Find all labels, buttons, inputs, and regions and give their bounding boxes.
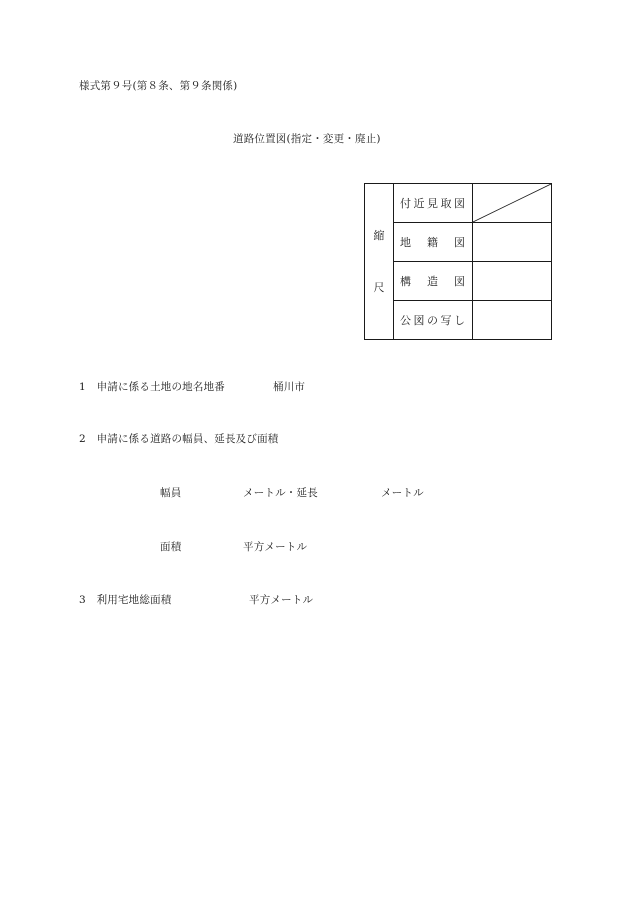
area-unit: 平方メートル: [243, 541, 308, 553]
scale-header-bottom: 尺: [373, 280, 385, 294]
scale-table: [364, 183, 552, 340]
document-title: 道路位置図(指定・変更・廃止): [233, 133, 381, 145]
row-label-public-map-copy: 公図の写し: [394, 301, 473, 340]
scale-header-gap: [365, 243, 393, 281]
width-unit-length-label: メートル・延長: [243, 487, 318, 499]
area-label: 面積: [160, 541, 182, 553]
section1-city: 桶川市: [273, 381, 306, 393]
scale-row: [365, 184, 552, 223]
form-number: 様式第９号(第８条、第９条関係): [79, 80, 238, 92]
row-value-cadastral-map[interactable]: [473, 223, 552, 262]
scale-row: [365, 223, 552, 262]
scale-row: [365, 301, 552, 340]
scale-header-top: 縮: [373, 228, 385, 242]
scale-header: [365, 184, 394, 340]
width-label: 幅員: [160, 487, 182, 499]
row-label-cadastral-map: 地籍図: [394, 223, 473, 262]
row-value-structure-map[interactable]: [473, 262, 552, 301]
row-value-public-map-copy[interactable]: [473, 301, 552, 340]
section3-heading: 3 利用宅地総面積: [79, 594, 172, 606]
scale-row: [365, 262, 552, 301]
row-label-vicinity-map: 付近見取図: [394, 184, 473, 223]
row-value-vicinity-map[interactable]: [473, 184, 552, 223]
diagonal-slash: [473, 184, 551, 222]
section1-heading: 1 申請に係る土地の地名地番: [79, 381, 225, 393]
length-unit: メートル: [381, 487, 424, 499]
section3-unit: 平方メートル: [249, 594, 314, 606]
section2-heading: 2 申請に係る道路の幅員、延長及び面積: [79, 433, 279, 445]
row-label-structure-map: 構造図: [394, 262, 473, 301]
